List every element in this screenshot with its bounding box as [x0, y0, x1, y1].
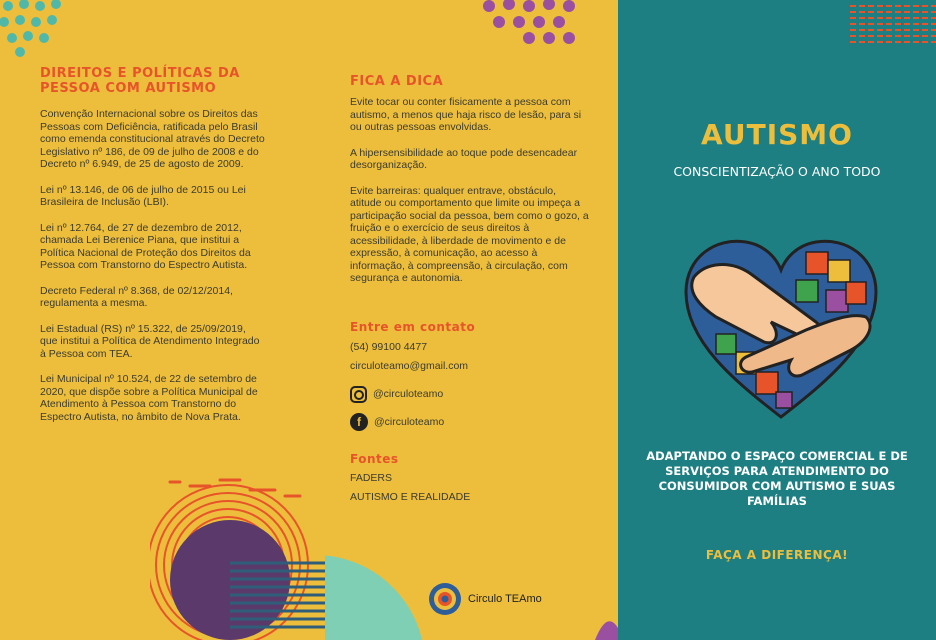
stripes-decoration [230, 555, 325, 640]
tips-list [350, 96, 590, 285]
purple-wave-decoration [595, 610, 618, 640]
purple-dots-decoration [475, 0, 605, 52]
facebook-handle: @circuloteamo [374, 415, 445, 428]
circulo-teamo-logo-icon [428, 582, 462, 616]
brand-logo [428, 582, 542, 616]
source-item: AUTISMO E REALIDADE [350, 491, 471, 503]
call-to-action: FAÇA A DIFERENÇA! [705, 548, 849, 562]
right-panel [618, 0, 936, 640]
brand-name: Circulo TEAmo [468, 593, 542, 605]
instagram-link[interactable] [350, 386, 443, 403]
rights-paragraph: Lei Municipal nº 10.524, de 22 de setembro de 2020, que dispõe sobre a Política Municipal de Atendimento à Pessoa com Transtorno do Espectro Autista, no âmbito de Nova Prata. [40, 373, 258, 423]
instagram-handle: @circuloteamo [373, 388, 444, 401]
handshake-puzzle-heart-icon [676, 222, 886, 422]
phone-number[interactable]: (54) 99100 4477 [350, 341, 428, 353]
rights-paragraph: Lei nº 12.764, de 27 de dezembro de 2012, chamada Lei Berenice Piana, que institui a Política Nacional de Proteção dos Direitos da Pessoa com Transtorno do Espectro Autista. [40, 221, 251, 271]
tip-paragraph: Evite tocar ou conter fisicamente a pessoa com autismo, a menos que haja risco de lesão, para si ou outras pessoas envolvidas. [350, 96, 582, 133]
source-item: FADERS [350, 472, 393, 484]
main-title: AUTISMO [701, 118, 853, 151]
description: ADAPTANDO O ESPAÇO COMERCIAL E DE SERVIÇOS PARA ATENDIMENTO DO CONSUMIDOR COM AUTISMO E SUAS FAMÍLIAS [646, 449, 908, 508]
teal-dots-decoration [0, 0, 80, 62]
rights-list [40, 108, 265, 423]
left-panel [0, 0, 325, 640]
red-lines-decoration [850, 2, 936, 44]
middle-panel [325, 0, 618, 640]
subtitle: CONSCIENTIZAÇÃO O ANO TODO [673, 164, 881, 179]
rights-paragraph: Decreto Federal nº 8.368, de 02/12/2014, regulamenta a mesma. [40, 284, 233, 309]
email-address[interactable]: circuloteamo@gmail.com [350, 360, 469, 372]
facebook-icon: f [350, 413, 368, 431]
rights-paragraph: Convenção Internacional sobre os Direitos das Pessoas com Deficiência, ratificada pelo Brasil como emenda constitucional através do Decreto Legislativo nº 186, de 09 de julho de 2008 e do Decreto nº 6.949, de 25 de agosto de 2009. [40, 108, 265, 170]
tip-paragraph: A hipersensibilidade ao toque pode desencadear desorganização. [350, 146, 578, 171]
contact-title: Entre em contato [350, 320, 476, 334]
rights-paragraph: Lei nº 13.146, de 06 de julho de 2015 ou Lei Brasileira de Inclusão (LBI). [40, 183, 246, 208]
facebook-link[interactable] [350, 413, 444, 431]
instagram-icon [350, 386, 367, 403]
rights-paragraph: Lei Estadual (RS) nº 15.322, de 25/09/2019, que institui a Política de Atendimento Integrado à Pessoa com TEA. [40, 322, 260, 360]
tip-paragraph: Evite barreiras: qualquer entrave, obstáculo, atitude ou comportamento que limite ou impeça a participação social da pessoa, bem como o gozo, a fruição e o exercício de seus direitos à acessibilidade, à liberdade de movimento e de expressão, à comunicação, ao acesso à informação, à compreensão, à circulação, com segurança e autonomia. [350, 184, 589, 284]
sources-title: Fontes [350, 452, 399, 466]
rights-title: DIREITOS E POLÍTICAS DA PESSOA COM AUTISMO [40, 66, 240, 96]
tip-title: FICA A DICA [350, 74, 444, 89]
mint-circle-decoration [325, 555, 425, 640]
